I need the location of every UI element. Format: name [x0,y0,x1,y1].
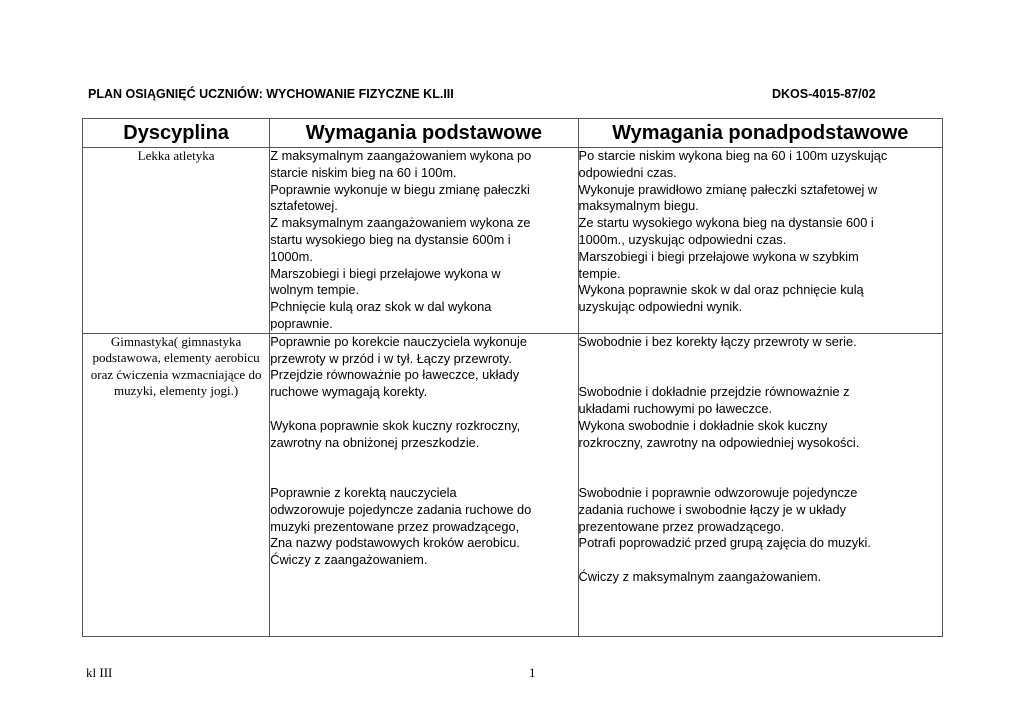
requirement-line: Ze startu wysokiego wykona bieg na dystansie 600 i [578,215,874,231]
header-discipline: Dyscyplina [83,119,270,148]
requirement-line: Poprawnie z korektą nauczyciela [270,484,457,500]
advanced-requirements-cell [578,148,942,334]
advanced-requirements-cell [578,333,942,636]
requirement-line: Poprawnie wykonuje w biegu zmianę pałeczki [270,181,530,197]
requirement-line [579,468,942,485]
requirement-line: 1000m. [270,248,313,264]
document-code: DKOS-4015-87/02 [772,87,876,101]
requirement-line: Swobodnie i bez korekty łączy przewroty w serie. [578,333,857,349]
requirement-line: startu wysokiego bieg na dystansie 600m i [270,231,511,247]
requirements-table [82,118,943,637]
requirement-line: przewroty w przód i w tył. Łączy przewroty. [270,350,512,366]
requirement-line: odwzorowuje pojedyncze zadania ruchowe do [270,501,532,517]
requirement-line [270,401,577,418]
requirement-line: Zna nazwy podstawowych kroków aerobicu. [270,535,520,551]
requirement-line: Wykonuje prawidłowo zmianę pałeczki sztafetowej w [578,181,878,197]
requirement-line: 1000m., uzyskując odpowiedni czas. [578,231,787,247]
requirement-line: wolnym tempie. [270,282,360,298]
requirement-line: Marszobiegi i biegi przełajowe wykona w szybkim [578,248,859,264]
requirement-line: Marszobiegi i biegi przełajowe wykona w [270,265,501,281]
requirement-line: uzyskując odpowiedni wynik. [578,299,743,315]
requirement-line: odpowiedni czas. [578,164,677,180]
requirement-line: Ćwiczy z zaangażowaniem. [270,552,428,568]
table-row-athletics [83,148,943,334]
requirement-line: maksymalnym biegu. [578,198,699,214]
requirement-line: Po starcie niskim wykona bieg na 60 i 100m uzyskując [578,148,888,163]
requirement-line [270,451,577,468]
table-header-row [83,119,943,148]
requirement-line: zadania ruchowe i swobodnie łączy je w układy [578,501,847,517]
header-advanced-requirements: Wymagania ponadpodstawowe [578,119,942,148]
discipline-cell: Lekka atletyka [83,148,270,334]
requirement-line [579,367,942,384]
requirement-line: Swobodnie i poprawnie odwzorowuje pojedyncze [578,484,858,500]
requirement-line: muzyki prezentowane przez prowadzącego, [270,518,520,534]
requirement-line: Przejdzie równoważnie po ławeczce, układy [270,367,520,383]
requirement-line [579,552,942,569]
requirement-line: układami ruchowymi po ławeczce. [578,400,772,416]
requirement-line: rozkroczny, zawrotny na odpowiedniej wysokości. [578,434,860,450]
requirement-line: Z maksymalnym zaangażowaniem wykona po [270,148,532,163]
table-row-gymnastics [83,333,943,636]
requirement-line: ruchowe wymagają korekty. [270,384,428,400]
requirement-line: Pchnięcie kulą oraz skok w dal wykona [270,299,492,315]
requirement-line: Swobodnie i dokładnie przejdzie równoważnie z [578,384,850,400]
requirement-line: sztafetowej. [270,198,338,214]
requirement-line: Wykona poprawnie skok kuczny rozkroczny, [270,417,521,433]
requirement-line: Wykona poprawnie skok w dal oraz pchnięcie kulą [578,282,864,298]
requirement-line: Ćwiczy z maksymalnym zaangażowaniem. [578,568,822,584]
basic-requirements-cell [270,148,578,334]
requirement-line: Potrafi poprowadzić przed grupą zajęcia do muzyki. [578,535,871,551]
header-basic-requirements: Wymagania podstawowe [270,119,578,148]
requirement-line: poprawnie. [270,315,333,331]
requirement-line [270,468,577,485]
requirement-line [579,451,942,468]
requirement-line: starcie niskim bieg na 60 i 100m. [270,164,457,180]
footer-class-label: kl III [86,665,113,680]
requirement-line: Z maksymalnym zaangażowaniem wykona ze [270,215,531,231]
requirement-line: prezentowane przez prowadzącego. [578,518,785,534]
discipline-cell: Gimnastyka( gimnastyka podstawowa, elementy aerobicu oraz ćwiczenia wzmacniające do muzyki, elementy jogi.) [83,333,270,636]
page-number: 1 [529,665,536,680]
basic-requirements-cell [270,333,578,636]
requirement-line: tempie. [578,265,621,281]
requirement-line [579,351,942,368]
document-title: PLAN OSIĄGNIĘĆ UCZNIÓW: WYCHOWANIE FIZYCZNE KL.III [88,87,454,101]
requirement-line: zawrotny na obniżonej przeszkodzie. [270,434,480,450]
requirement-line: Poprawnie po korekcie nauczyciela wykonuje [270,333,527,349]
requirement-line: Wykona swobodnie i dokładnie skok kuczny [578,417,828,433]
